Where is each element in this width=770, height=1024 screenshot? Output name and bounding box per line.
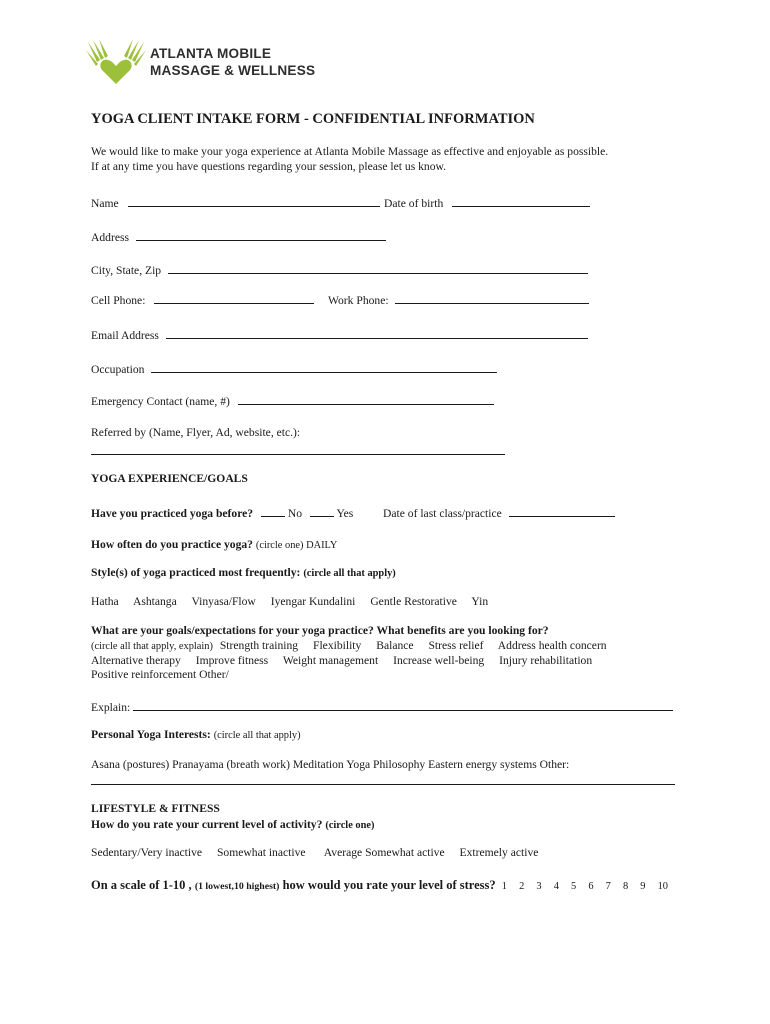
last-class-label: Date of last class/practice (383, 507, 502, 520)
styles-note: (circle all that apply) (303, 568, 396, 579)
last-class-field[interactable] (509, 505, 615, 517)
referred-field[interactable] (91, 443, 505, 455)
logo-mark-icon (84, 38, 148, 88)
goals-question: What are your goals/expectations for your yoga practice? What benefits are you looking for? (91, 624, 549, 637)
goals-row-3: Positive reinforcement Other/ (91, 668, 229, 681)
practiced-yes-field[interactable] (310, 505, 334, 517)
stress-scale-option[interactable]: 2 (519, 881, 525, 892)
occupation-label: Occupation (91, 363, 145, 376)
style-option[interactable]: Hatha (91, 595, 119, 608)
often-question: How often do you practice yoga? (91, 538, 253, 551)
stress-scale-option[interactable]: 6 (588, 881, 594, 892)
city-label: City, State, Zip (91, 264, 162, 277)
styles-question: Style(s) of yoga practiced most frequently: (91, 566, 301, 579)
goal-option[interactable]: Increase well-being (393, 654, 485, 667)
intro-line-1: We would like to make your yoga experience at Atlanta Mobile Massage as effective and enjoyable as possible. (91, 145, 609, 158)
work-label: Work Phone: (328, 294, 389, 307)
style-option[interactable]: Iyengar (270, 595, 307, 608)
often-note: (circle one) DAILY (255, 540, 338, 551)
goal-option[interactable]: Balance (376, 639, 414, 652)
activity-option[interactable]: Average Somewhat active (323, 846, 445, 859)
practiced-no-label: No (287, 507, 303, 520)
address-field[interactable] (136, 229, 386, 241)
activity-option[interactable]: Somewhat inactive (216, 846, 306, 859)
explain-field[interactable] (133, 699, 673, 711)
goal-option[interactable]: Address health concern (497, 639, 607, 652)
style-option[interactable]: Ashtanga (132, 595, 177, 608)
stress-scale-option[interactable]: 1 (501, 881, 507, 892)
goal-option[interactable]: Stress relief (428, 639, 484, 652)
stress-question-2: how would you rate your level of stress? (282, 878, 496, 892)
style-option[interactable]: Kundalini (309, 595, 356, 608)
yoga-heading: YOGA EXPERIENCE/GOALS (91, 472, 248, 485)
name-label: Name (91, 197, 119, 210)
activity-question: How do you rate your current level of activity? (91, 818, 323, 831)
explain-label: Explain: (91, 701, 131, 714)
styles-options (91, 595, 488, 608)
style-option[interactable]: Gentle (370, 595, 402, 608)
form-title: YOGA CLIENT INTAKE FORM - CONFIDENTIAL INFORMATION (91, 111, 535, 127)
interests-options: Asana (postures) Pranayama (breath work) Meditation Yoga Philosophy Eastern energy systems Other: (91, 758, 570, 771)
stress-scale-option[interactable]: 4 (553, 881, 559, 892)
email-label: Email Address (91, 329, 159, 342)
activity-option[interactable]: Extremely active (459, 846, 539, 859)
occupation-field[interactable] (151, 361, 497, 373)
dob-label: Date of birth (384, 197, 444, 210)
goal-option[interactable]: Alternative therapy (91, 654, 181, 667)
stress-scale-option[interactable]: 7 (605, 881, 611, 892)
logo-line-1: ATLANTA MOBILE (150, 46, 272, 61)
goal-option[interactable]: Weight management (282, 654, 379, 667)
referred-label: Referred by (Name, Flyer, Ad, website, etc.): (91, 426, 301, 439)
goal-option[interactable]: Flexibility (313, 639, 362, 652)
stress-scale-option[interactable]: 10 (657, 881, 668, 892)
goal-option[interactable]: Strength training (219, 639, 299, 652)
city-field[interactable] (168, 262, 588, 274)
stress-scale-option[interactable]: 5 (571, 881, 577, 892)
style-option[interactable]: Yin (471, 595, 489, 608)
email-field[interactable] (166, 327, 588, 339)
emergency-label: Emergency Contact (name, #) (91, 395, 230, 408)
intro-line-2: If at any time you have questions regarding your session, please let us know. (91, 160, 447, 173)
goal-option[interactable]: Injury rehabilitation (499, 654, 593, 667)
goal-option[interactable]: Improve fitness (195, 654, 269, 667)
dob-field[interactable] (452, 195, 590, 207)
stress-note: (1 lowest,10 highest) (194, 881, 280, 892)
practiced-no-field[interactable] (261, 505, 285, 517)
interests-note: (circle all that apply) (213, 730, 301, 741)
activity-note: (circle one) (325, 820, 375, 831)
stress-scale-option[interactable]: 9 (640, 881, 646, 892)
style-option[interactable]: Restorative (404, 595, 457, 608)
practiced-yes-label: Yes (336, 507, 354, 520)
logo-line-2: MASSAGE & WELLNESS (150, 63, 316, 78)
emergency-field[interactable] (238, 393, 494, 405)
address-label: Address (91, 231, 129, 244)
activity-option[interactable]: Sedentary/Very inactive (91, 846, 203, 859)
stress-question-1: On a scale of 1-10 , (91, 878, 192, 892)
style-option[interactable]: Vinyasa/Flow (191, 595, 256, 608)
work-field[interactable] (395, 292, 589, 304)
cell-field[interactable] (154, 292, 314, 304)
stress-scale (502, 881, 678, 892)
lifestyle-heading: LIFESTYLE & FITNESS (91, 802, 220, 815)
interests-question: Personal Yoga Interests: (91, 728, 211, 741)
name-field[interactable] (128, 195, 380, 207)
goals-note: (circle all that apply, explain) (91, 641, 213, 652)
stress-scale-option[interactable]: 3 (536, 881, 542, 892)
practiced-question: Have you practiced yoga before? (91, 507, 254, 520)
interests-other-field[interactable] (91, 774, 675, 785)
cell-label: Cell Phone: (91, 294, 146, 307)
stress-scale-option[interactable]: 8 (622, 881, 629, 892)
